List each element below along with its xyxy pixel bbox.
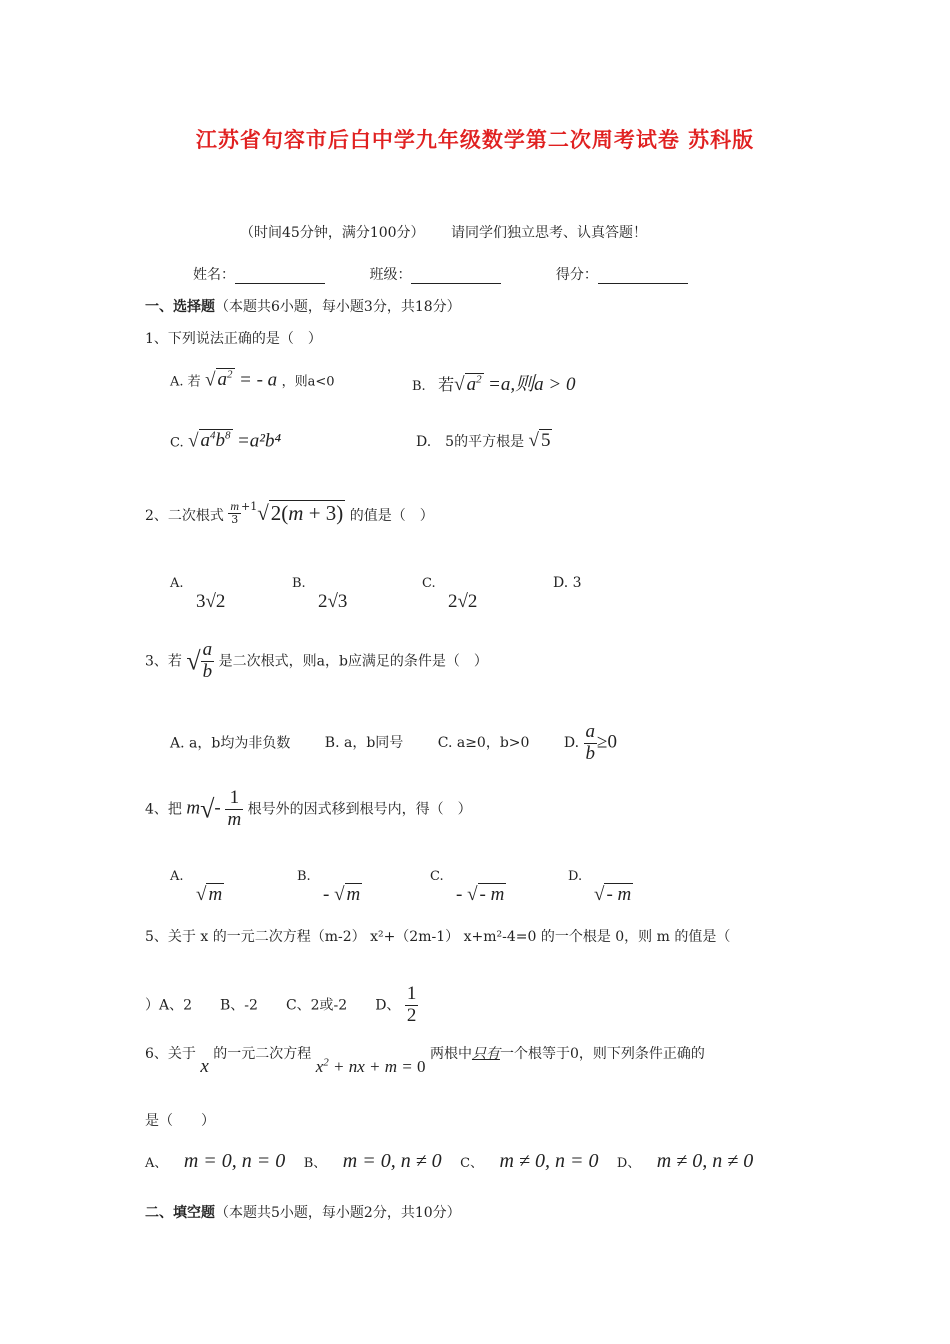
class-label: 班级： (369, 267, 412, 283)
q1-option-c: C. √ $a^4b^8 =a^2b^4$ (170, 430, 282, 452)
q4-option-b: B. - √ m (297, 869, 361, 905)
only-emphasis: 只有 (471, 1046, 500, 1062)
q2-option-c: C. 2√2 (422, 576, 478, 612)
section-2-heading: 二、填空题（本题共5小题，每小题2分，共10分） (145, 1205, 461, 1221)
q1-stem: 1、下列说法正确的是（ ） (145, 331, 322, 347)
q4-stem: 4、把 m√- $\frac{1}{m}$ 根号外的因式移到根号内，得（ ） (145, 787, 472, 830)
page-title: 江苏省句容市后白中学九年级数学第二次周考试卷 苏科版 (195, 127, 755, 152)
q1-option-a: A. 若 √ $a^2$ = - a ，则a<0 (170, 369, 335, 391)
q3-stem: 3、若 √ $\frac{a}{b}$ 是二次根式，则a，b应满足的条件是（ ） (145, 639, 488, 682)
q4-option-d: D. √ - m (568, 869, 632, 905)
motto: 请同学们独立思考、认真答题！ (451, 225, 647, 241)
q3-options: A. a，b均为非负数 B. a，b同号 C. a≥0，b>0 D. $\frac{a}{b}$ ≥0 (170, 721, 617, 764)
score-label: 得分： (555, 267, 598, 283)
q5-options: ）A、2 B、-2 C、2或-2 D、 $\frac{1}{2}$ (145, 983, 417, 1026)
class-field[interactable] (411, 269, 501, 284)
q1-option-d: D. 5的平方根是 √ 5 (416, 430, 551, 451)
q4-option-c: C. - √ - m (430, 869, 505, 905)
q2-stem: 2、二次根式 $\frac{m}{3}$ $^{+1}$√2(m + 3) 的值是（ ） (145, 499, 434, 527)
q2-option-b: B. 2√3 (292, 576, 348, 612)
q6-stem: 6、关于 x 的一元二次方程 $x^2$ + nx + m = 0 两根中只有一个根等于0，则下列条件正确的 (145, 1046, 705, 1077)
q4-option-a: A. √ m (170, 869, 223, 905)
time-limit: （时间45分钟，满分100分） (240, 225, 425, 241)
student-info-row (193, 264, 688, 284)
score-field[interactable] (598, 269, 688, 284)
section-1-heading: 一、选择题（本题共6小题，每小题3分，共18分） (145, 299, 461, 315)
q6-stem-line2: 是（ ） (145, 1113, 215, 1129)
q5-stem: 5、关于 x 的一元二次方程（m-2） x²+（2m-1） x+m²-4=0 的一个根是 0，则 m 的值是（ (145, 929, 731, 945)
q2-option-a: A. 3√2 (170, 576, 226, 612)
q6-options: A、 m = 0, n = 0 B、 m = 0, n ≠ 0 C、 m ≠ 0, n = 0 D、 m ≠ 0, n ≠ 0 (145, 1150, 754, 1172)
name-label: 姓名： (193, 267, 235, 283)
exam-info (240, 222, 647, 242)
name-field[interactable] (235, 269, 325, 284)
q2-option-d: D. 3 (553, 575, 582, 591)
q1-option-b: B. 若√ $a^2 =a$,则a > 0 (412, 373, 576, 395)
